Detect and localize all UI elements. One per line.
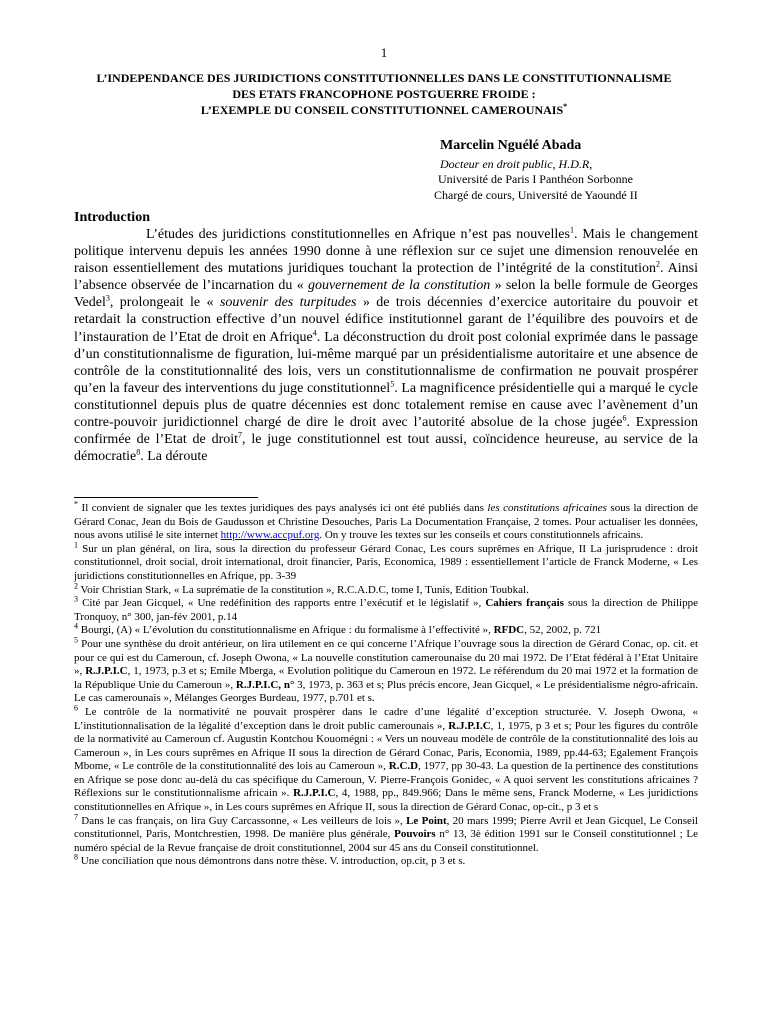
footnote-8: $^8$ Une conciliation que nous démontrons dans notre thèse. V. introduction, op.cit, p 3 et s.	[74, 852, 466, 868]
footnote-ref-7[interactable]: 7	[238, 430, 243, 440]
footnote-star: * Il convient de signaler que les textes juridiques des pays analysés ici ont été publiés dans les constitutions africaines sous la direction de Gérard Conac, Jean du Bois de Gaudusson et Christine Desouches, Paris La Documentation Française, 2 tomes. Pour actualiser les données, nous avons utilisé le site internet http://www.accpuf.org. On y trouve les textes sur les conseils et cours constitutionnels africains.	[74, 499, 698, 542]
author-block	[432, 138, 638, 203]
footnote-7: $^7$ Dans le cas français, on lira Guy Carcassonne, « Les veilleurs de lois », Le Point, 20 mars 1999; Pierre Avril et Jean Gicquel, Le Conseil constitutionnel, Paris, Montchrestien, 1998. De manière plus générale, Pouvoirs n° 13, 3è édition 1991 sur le Conseil constitutionnel ; Le numéro spécial de la Revue française de droit constitutionnel, 2004 sur 45 ans du Conseil constitutionnel.	[74, 812, 698, 854]
footnote-ref-8[interactable]: 8	[136, 447, 141, 457]
title-line-2: DES ETATS FRANCOPHONE POSTGUERRE FROIDE :	[232, 87, 536, 101]
footnote-6: $^6$ Le contrôle de la normativité ne pouvait prospérer dans le cadre d’une légalité d’exception structurée. V. Joseph Owona, « L’institutionnalisation de la légalité d’exception dans le droit public camerounais », R.J.P.I.C, 1, 1975, p 3 et s; Pour les figures du contrôle de la normativité au Cameroun cf. Augustin Kontchou Kouomégni : « Vers un nouveau modèle de contrôle de la constitutionnalité des lois au Cameroun », in Les cours suprêmes en Afrique II sous la direction de Gérard Conac, Paris, Economia, 1989, pp.44-63; Egalement François Mbome, « Le contrôle de la constitutionnalité des lois au Cameroun », R.C.D, 1977, pp 30-43. La question de la pertinence des constitutions en Afrique se pose donc au-delà du cas spécifique du Cameroun, V. Pierre-François Gonidec, « A quoi servent les constitutions africaines ? Réflexions sur le constitutionnalisme africain ». R.J.P.I.C, 4, 1988, pp., 849.966; Dans le même sens, Franck Moderne, « Les juridictions constitutionnelles en Afrique », in Les cours suprêmes en Afrique II, sous la direction de Gérard Conac, op-cit., p 3 et s	[74, 703, 698, 814]
footnote-5: $^5$ Pour une synthèse du droit antérieur, on lira utilement en ce qui concerne l’Afrique l’ouvrage sous la direction de Gérard Conac, op. cit. et pour ce qui est du Cameroun, cf. Joseph Owona, « La nouvelle constitution camerounaise du 20 mai 1972. De l’Etat fédéral à l’Etat Unitaire », R.J.P.I.C, 1, 1973, p.3 et s; Emile Mberga, « Evolution politique du Cameroun en 1972. Le référendum du 20 mai 1972 et la formation de la République Unie du Cameroun », R.J.P.I.C, n° 3, 1973, p. 363 et s; Plus précis encore, Jean Gicquel, « Le présidentialisme négro-africain. Le cas camerounais », Mélanges Georges Burdeau, 1977, p.701 et s.	[74, 635, 699, 705]
page-number: 1	[380, 45, 388, 60]
author-affiliation-1: Université de Paris I Panthéon Sorbonne	[438, 172, 633, 186]
footnote-ref-2[interactable]: 2	[656, 259, 661, 269]
author-name: Marcelin Nguélé Abada	[440, 138, 582, 153]
accpuf-link[interactable]: http://www.accpuf.org	[220, 529, 320, 542]
footnote-4: $^4$ Bourgi, (A) « L’évolution du constitutionnalisme en Afrique : du formalisme à l’effectivité », RFDC, 52, 2002, p. 721	[74, 621, 602, 637]
author-affiliation-2: Chargé de cours, Université de Yaoundé II	[434, 187, 638, 202]
article-title	[60, 70, 708, 118]
footnote-separator	[74, 497, 258, 498]
author-degree: Docteur en droit public, H.D.R,	[440, 156, 593, 171]
footnote-3: $^3$ Cité par Jean Gicquel, « Une redéfinition des rapports entre l’exécutif et le législatif », Cahiers français sous la direction de Philippe Tronquoy, n° 300, jan-fév 2001, p.14	[74, 594, 698, 623]
footnote-ref-1[interactable]: 1	[569, 225, 574, 235]
footnote-ref-6[interactable]: 6	[622, 413, 627, 423]
title-line-3: L’EXEMPLE DU CONSEIL CONSTITUTIONNEL CAMEROUNAIS*	[200, 102, 568, 117]
footnote-2: $^2$ Voir Christian Stark, « La suprématie de la constitution », R.C.A.D.C, tome I, Tunis, Edition Toubkal.	[74, 580, 529, 596]
footnote-ref-5[interactable]: 5	[390, 379, 395, 389]
title-footnote-mark[interactable]: *	[563, 102, 568, 111]
section-heading-introduction: Introduction	[74, 210, 150, 225]
title-line-1: L’INDEPENDANCE DES JURIDICTIONS CONSTITUTIONNELLES DANS LE CONSTITUTIONNALISME	[96, 71, 672, 85]
footnote-1: $^1$ Sur un plan général, on lira, sous la direction du professeur Gérard Conac, Les cours suprêmes en Afrique, II La jurisprudence : droit constitutionnel, droit social, droit international, droit financier, Paris, Economica, 1989 : essentiellement l’article de Franck Moderne, « Les juridictions constitutionnelles en Afrique, pp. 3-39	[74, 540, 698, 582]
footnote-ref-4[interactable]: 4	[312, 327, 317, 337]
footnotes	[74, 499, 699, 869]
footnote-ref-3[interactable]: 3	[105, 293, 110, 303]
introduction-paragraph: L’études des juridictions constitutionnelles en Afrique n’est pas nouvelles$^1$. Mais le changement politique intervenu depuis les années 1990 donne à une réflexion sur ce sujet une dimension renouvelée en raison essentiellement des mutations juridiques touchant la protection de l’intégrité de la constitution$^2$. Ainsi l’absence observée de l’incarnation du « gouvernement de la constitution » selon la belle formule de Georges Vedel$^3$, prolongeait le « souvenir des turpitudes » de trois décennies d’exercice autoritaire du pouvoir et retardait la construction effective d’un nouvel édifice institutionnel garant de l’équilibre des pouvoirs et de l’instauration de l’Etat de droit en Afrique$^4$. La déconstruction du droit post colonial exprimée dans le passage d’un constitutionnalisme de figuration, lui-même marqué par un présidentialisme autoritaire et une absence de contrôle de la constitutionnalité des lois, vers un constitutionnalisme de confirmation ne pouvait prospérer qu’en la faveur des interventions du juge constitutionnel$^5$. La magnificence présidentielle qui a marqué le cycle constitutionnel depuis plus de quatre décennies est donc totalement remise en cause avec l’avènement d’un contre-pouvoir juridictionnel chargé de dire le droit avec l’autorité absolue de la chose jugée$^6$. Expression confirmée de l’Etat de droit$^7$, le juge constitutionnel est tout aussi, coïncidence heureuse, au service de la démocratie$^8$. La déroute	[74, 225, 698, 465]
